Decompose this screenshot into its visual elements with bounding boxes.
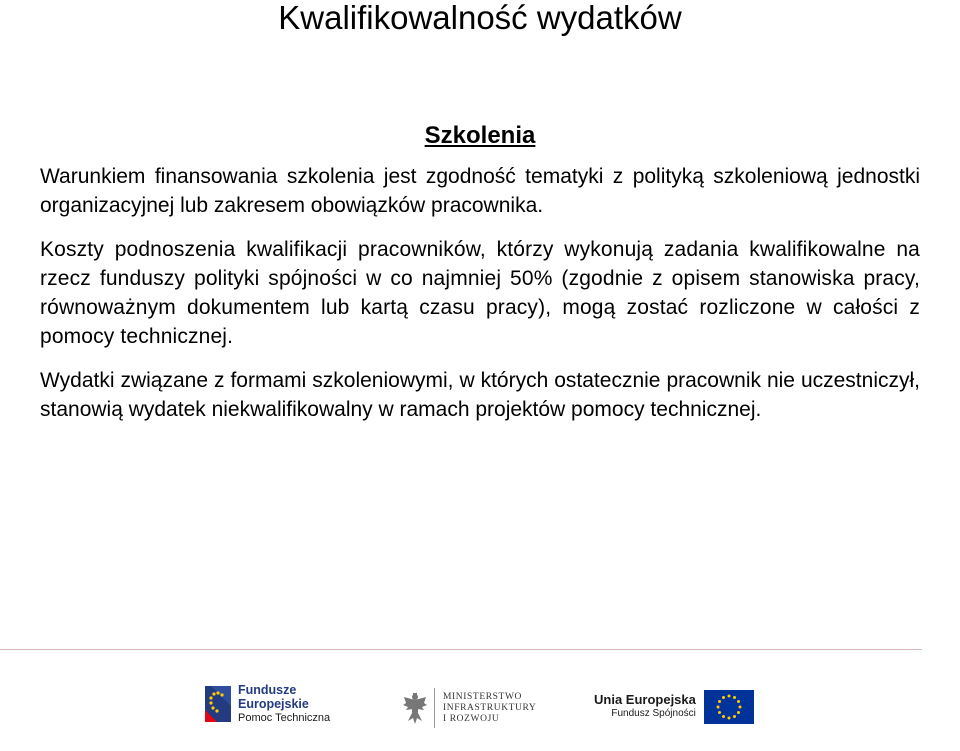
ue-line-fundusz: Fundusz Spójności [611, 708, 696, 719]
paragraph-ineligible-expenses: Wydatki związane z formami szkoleniowymi, w których ostatecznie pracownik nie uczestniczył, stanowią wydatek niekwalifikowalny w ramach projektów pomocy technicznej. [40, 369, 920, 421]
fundusze-europejskie-icon [205, 686, 231, 722]
min-line-2: INFRASTRUKTURY [443, 702, 537, 713]
footer-divider [0, 649, 922, 650]
logo-ministerstwo [402, 688, 536, 728]
paragraph-financing-condition: Warunkiem finansowania szkolenia jest zgodność tematyki z polityką szkoleniową jednostki organizacyjnej lub zakresem obowiązków pracownika. [40, 165, 920, 217]
ministerstwo-separator [434, 688, 435, 728]
min-line-1: MINISTERSTWO [443, 691, 522, 702]
fe-line-fundusze: Fundusze [238, 683, 297, 697]
section-heading: Szkolenia [424, 122, 536, 149]
slide-title: Kwalifikowalność wydatków [278, 0, 682, 36]
min-line-3: I ROZWOJU [443, 713, 500, 724]
logo-unia-europejska [594, 690, 754, 724]
fe-line-pomoc-techniczna: Pomoc Techniczna [238, 712, 331, 724]
eu-flag-icon [704, 690, 754, 724]
polish-eagle-emblem-icon [402, 691, 428, 725]
logo-fundusze-europejskie [205, 683, 330, 725]
ue-line-unia: Unia Europejska [594, 692, 696, 707]
fe-line-europejskie: Europejskie [238, 697, 309, 711]
paragraph-qualification-costs: Koszty podnoszenia kwalifikacji pracowników, którzy wykonują zadania kwalifikowalne na rzecz funduszy polityki spójności w co najmniej 50% (zgodnie z opisem stanowiska pracy, równoważnym dokumentem lub kartą czasu pracy), mogą zostać rozliczone w całości z pomocy technicznej. [40, 238, 920, 348]
